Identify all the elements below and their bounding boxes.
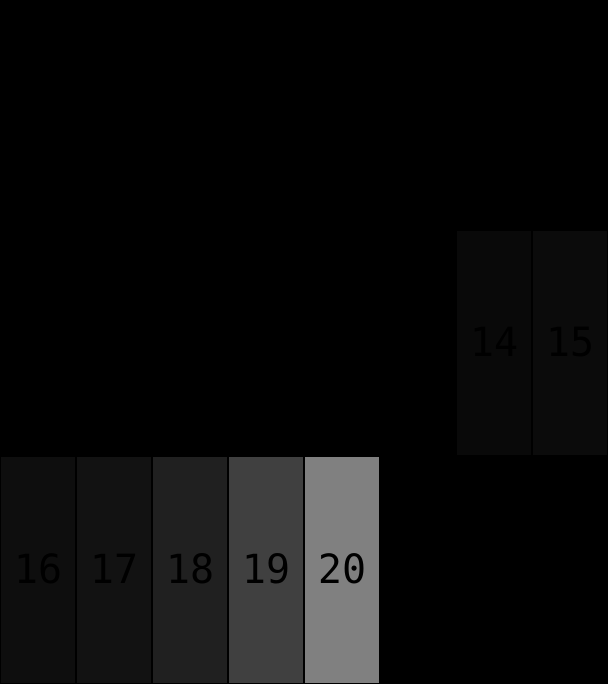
- gray-patch-18: [152, 456, 228, 684]
- gray-patch-20: [304, 456, 380, 684]
- gray-patch-17: [76, 456, 152, 684]
- gray-patch-19: [228, 456, 304, 684]
- patch-label-16: 16: [13, 547, 63, 593]
- patch-label-17: 17: [89, 547, 139, 593]
- gray-patch-14: [456, 230, 532, 456]
- gray-patch-16: [0, 456, 76, 684]
- patch-label-14: 14: [469, 320, 519, 366]
- patch-label-20: 20: [317, 547, 367, 593]
- patch-label-18: 18: [165, 547, 215, 593]
- patch-label-15: 15: [545, 320, 595, 366]
- patch-label-19: 19: [241, 547, 291, 593]
- gray-patch-15: [532, 230, 608, 456]
